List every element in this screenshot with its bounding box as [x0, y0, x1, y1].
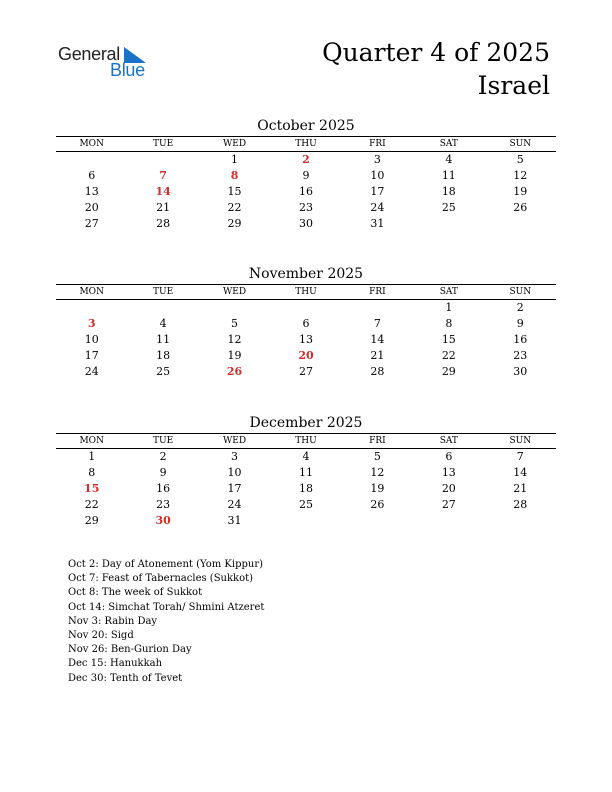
day-cell: 23 — [156, 498, 171, 511]
week-row — [56, 465, 556, 481]
day-cell: 31 — [227, 514, 242, 527]
holiday-day-cell: 3 — [87, 317, 96, 330]
holiday-item: Oct 14: Simchat Torah/ Shmini Atzeret — [68, 601, 265, 613]
day-cell: 24 — [227, 498, 242, 511]
weekday-tue: TUE — [153, 436, 174, 446]
day-cell: 12 — [227, 333, 242, 346]
week-row — [56, 216, 556, 232]
empty-day-cell — [127, 300, 198, 317]
weekday-sun: SUN — [509, 287, 532, 297]
empty-day-cell — [413, 216, 484, 232]
empty-day-cell — [342, 300, 413, 317]
weekday-header-row — [56, 137, 556, 152]
empty-day-cell — [56, 152, 127, 169]
holiday-item: Nov 20: Sigd — [68, 630, 134, 642]
day-cell: 3 — [373, 153, 381, 166]
weekday-sun: SUN — [509, 436, 532, 446]
weekday-mon: MON — [79, 436, 104, 446]
day-cell: 29 — [227, 217, 242, 230]
day-cell: 14 — [370, 333, 385, 346]
holiday-item: Oct 8: The week of Sukkot — [68, 587, 203, 599]
holiday-item: Dec 15: Hanukkah — [68, 658, 163, 670]
day-cell: 27 — [84, 217, 99, 230]
logo-general-text: General — [58, 44, 120, 64]
day-cell: 9 — [159, 466, 167, 479]
holiday-day-cell: 2 — [302, 153, 310, 166]
holiday-day-cell: 20 — [298, 349, 314, 362]
holiday-day-cell: 30 — [155, 514, 171, 527]
day-cell: 25 — [156, 365, 171, 378]
day-cell: 11 — [298, 466, 313, 479]
day-cell: 15 — [227, 185, 242, 198]
day-cell: 5 — [516, 153, 524, 166]
week-row — [56, 497, 556, 513]
day-cell: 4 — [302, 450, 310, 463]
calendar-table — [56, 136, 556, 232]
day-cell: 5 — [231, 317, 239, 330]
generalblue-logo — [58, 44, 158, 84]
day-cell: 23 — [298, 201, 313, 214]
day-cell: 25 — [441, 201, 456, 214]
day-cell: 5 — [373, 450, 381, 463]
day-cell: 24 — [370, 201, 385, 214]
day-cell: 16 — [513, 333, 528, 346]
week-row — [56, 300, 556, 317]
day-cell: 18 — [441, 185, 456, 198]
country-title: Israel — [477, 71, 550, 100]
holiday-item: Oct 7: Feast of Tabernacles (Sukkot) — [68, 573, 254, 585]
day-cell: 20 — [441, 482, 456, 495]
weekday-fri: FRI — [369, 139, 386, 149]
weekday-thu: THU — [295, 139, 317, 149]
empty-day-cell — [342, 513, 413, 529]
week-row — [56, 332, 556, 348]
day-cell: 25 — [298, 498, 313, 511]
day-cell: 10 — [370, 169, 385, 182]
day-cell: 11 — [441, 169, 456, 182]
quarter-title: Quarter 4 of 2025 — [322, 38, 550, 67]
day-cell: 19 — [370, 482, 385, 495]
month-title: November 2025 — [248, 266, 364, 282]
day-cell: 6 — [445, 450, 453, 463]
weekday-header-row — [56, 434, 556, 449]
day-cell: 27 — [441, 498, 456, 511]
day-cell: 31 — [370, 217, 385, 230]
calendar-table — [56, 284, 556, 380]
day-cell: 17 — [370, 185, 385, 198]
day-cell: 21 — [513, 482, 528, 495]
holiday-day-cell: 14 — [155, 185, 171, 198]
day-cell: 8 — [445, 317, 453, 330]
weekday-fri: FRI — [369, 436, 386, 446]
weekday-wed: WED — [223, 436, 247, 446]
empty-day-cell — [485, 216, 556, 232]
weekday-sat: SAT — [439, 139, 458, 149]
day-cell: 30 — [298, 217, 313, 230]
day-cell: 28 — [513, 498, 528, 511]
week-row — [56, 152, 556, 169]
day-cell: 16 — [298, 185, 313, 198]
weekday-sun: SUN — [509, 139, 532, 149]
week-row — [56, 184, 556, 200]
weekday-wed: WED — [223, 287, 247, 297]
holiday-day-cell: 26 — [226, 365, 243, 378]
week-row — [56, 364, 556, 380]
day-cell: 21 — [156, 201, 171, 214]
day-cell: 22 — [227, 201, 242, 214]
day-cell: 17 — [227, 482, 242, 495]
day-cell: 12 — [513, 169, 528, 182]
weekday-mon: MON — [79, 139, 104, 149]
day-cell: 1 — [88, 450, 96, 463]
empty-day-cell — [413, 513, 484, 529]
day-cell: 14 — [513, 466, 528, 479]
day-cell: 10 — [84, 333, 99, 346]
week-row — [56, 513, 556, 529]
weekday-sat: SAT — [439, 287, 458, 297]
weekday-thu: THU — [295, 287, 317, 297]
day-cell: 1 — [231, 153, 239, 166]
week-row — [56, 168, 556, 184]
holiday-day-cell: 7 — [159, 169, 167, 182]
day-cell: 13 — [441, 466, 456, 479]
day-cell: 7 — [516, 450, 524, 463]
week-row — [56, 316, 556, 332]
day-cell: 9 — [302, 169, 310, 182]
weekday-mon: MON — [79, 287, 104, 297]
holiday-day-cell: 8 — [230, 169, 239, 182]
holiday-list — [68, 558, 264, 686]
day-cell: 27 — [298, 365, 313, 378]
calendar-table — [56, 433, 556, 529]
day-cell: 20 — [84, 201, 99, 214]
weekday-header-row — [56, 285, 556, 300]
weekday-wed: WED — [223, 139, 247, 149]
month-calendar-december — [56, 413, 556, 529]
day-cell: 4 — [159, 317, 167, 330]
day-cell: 2 — [159, 450, 167, 463]
day-cell: 7 — [373, 317, 381, 330]
day-cell: 15 — [441, 333, 456, 346]
page-header — [322, 36, 550, 102]
holiday-item: Oct 2: Day of Atonement (Yom Kippur) — [68, 559, 264, 570]
day-cell: 8 — [88, 466, 96, 479]
holiday-item: Nov 26: Ben-Gurion Day — [68, 644, 192, 656]
holiday-item: Dec 30: Tenth of Tevet — [68, 672, 183, 684]
weekday-thu: THU — [295, 436, 317, 446]
day-cell: 28 — [370, 365, 385, 378]
empty-day-cell — [485, 513, 556, 529]
day-cell: 29 — [84, 514, 99, 527]
weekday-fri: FRI — [369, 287, 386, 297]
weekday-sat: SAT — [439, 436, 458, 446]
day-cell: 6 — [88, 169, 96, 182]
day-cell: 3 — [231, 450, 239, 463]
day-cell: 17 — [84, 349, 99, 362]
day-cell: 19 — [513, 185, 528, 198]
day-cell: 30 — [513, 365, 528, 378]
day-cell: 6 — [302, 317, 310, 330]
empty-day-cell — [270, 300, 341, 317]
week-row — [56, 200, 556, 216]
day-cell: 23 — [513, 349, 528, 362]
day-cell: 18 — [298, 482, 313, 495]
day-cell: 21 — [370, 349, 385, 362]
week-row — [56, 481, 556, 497]
day-cell: 9 — [516, 317, 524, 330]
month-title: October 2025 — [257, 118, 355, 134]
day-cell: 28 — [156, 217, 171, 230]
weekday-tue: TUE — [153, 139, 174, 149]
day-cell: 4 — [445, 153, 453, 166]
day-cell: 12 — [370, 466, 385, 479]
logo-blue-text: Blue — [110, 60, 145, 80]
holiday-day-cell: 15 — [84, 482, 100, 495]
month-calendar-october — [56, 116, 556, 232]
day-cell: 26 — [370, 498, 385, 511]
day-cell: 18 — [156, 349, 171, 362]
day-cell: 22 — [84, 498, 99, 511]
day-cell: 24 — [84, 365, 99, 378]
day-cell: 2 — [516, 301, 524, 314]
day-cell: 19 — [227, 349, 242, 362]
day-cell: 1 — [445, 301, 453, 314]
month-title: December 2025 — [249, 415, 363, 431]
weekday-tue: TUE — [153, 287, 174, 297]
day-cell: 16 — [156, 482, 171, 495]
week-row — [56, 348, 556, 364]
holiday-item: Nov 3: Rabin Day — [68, 615, 158, 627]
day-cell: 29 — [441, 365, 456, 378]
month-calendar-november — [56, 264, 556, 380]
day-cell: 26 — [513, 201, 528, 214]
empty-day-cell — [199, 300, 270, 317]
empty-day-cell — [56, 300, 127, 317]
day-cell: 13 — [298, 333, 313, 346]
day-cell: 13 — [84, 185, 99, 198]
empty-day-cell — [127, 152, 198, 169]
day-cell: 11 — [156, 333, 171, 346]
day-cell: 10 — [227, 466, 242, 479]
empty-day-cell — [270, 513, 341, 529]
day-cell: 22 — [441, 349, 456, 362]
week-row — [56, 449, 556, 466]
